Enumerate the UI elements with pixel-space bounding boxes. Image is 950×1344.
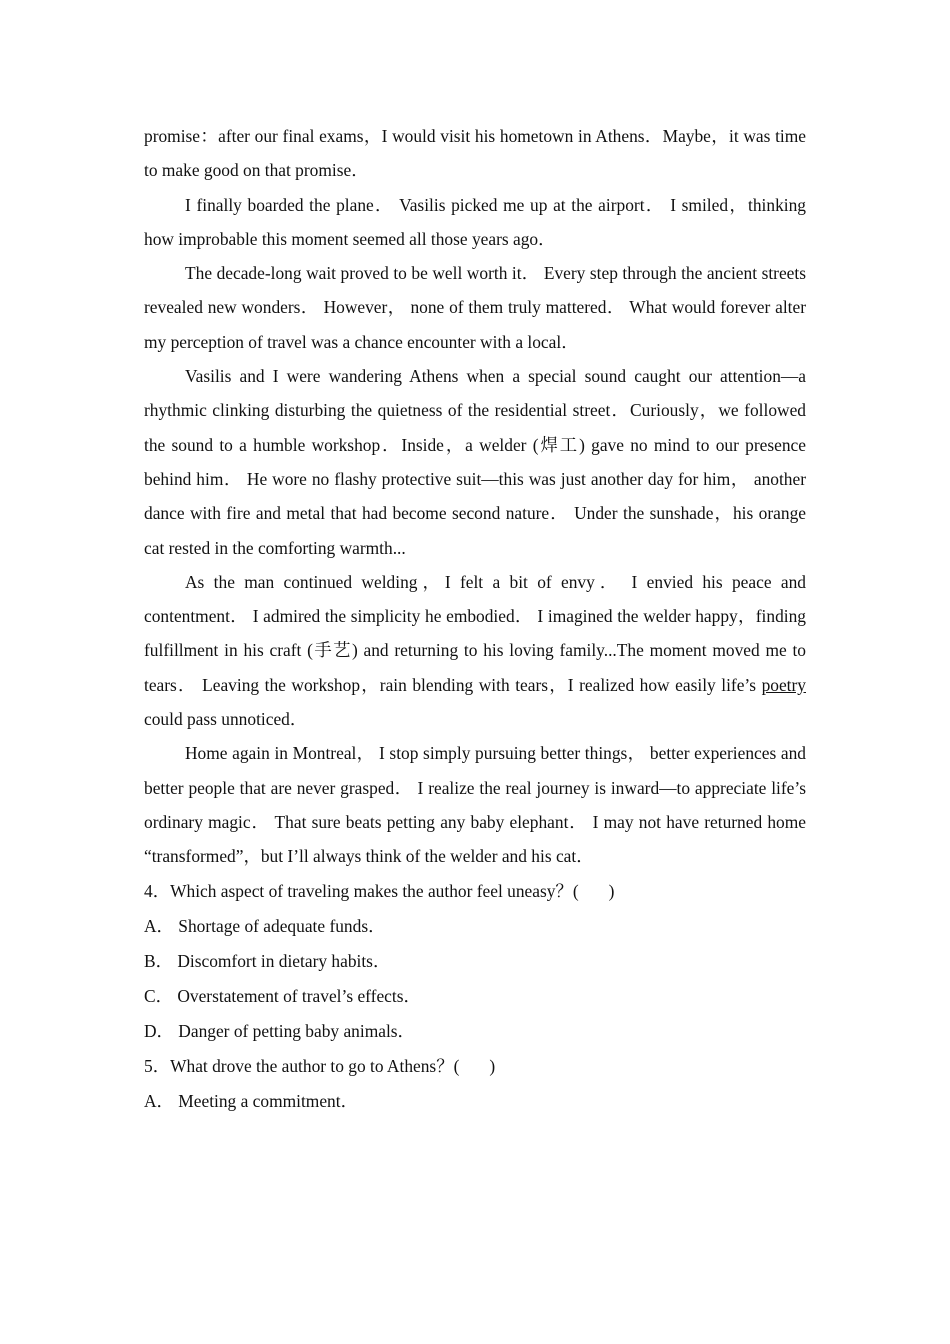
question-5-stem — [144, 1049, 806, 1084]
paragraph-promise: promise：after our final exams，I would visit his hometown in Athens．Maybe，it was time to make good on that promise． — [144, 126, 806, 181]
question-4-option-b: B． Discomfort in dietary habits． — [144, 950, 391, 971]
paragraph-envy-text: As the man continued welding，I felt a bit of envy． I envied his peace and contentment． I admired the simplicity he embodied． I imagined the welder happy，finding fulfillment in his craft (手艺) and returning to his loving family...The moment moved me to tears． Leaving the workshop，rain blending with tears，I realized how easily life’s — [144, 571, 806, 695]
paragraph-envy-ending: could pass unnoticed． — [144, 709, 308, 730]
underlined-word-poetry: poetry — [761, 674, 806, 695]
paragraph-decade-wait: The decade-long wait proved to be well worth it． Every step through the ancient streets revealed new wonders． However， none of them truly mattered． What would forever alter my perception of travel was a chance encounter with a local． — [144, 263, 806, 352]
question-5-text: 5．What drove the author to go to Athens？( — [144, 1055, 460, 1076]
question-5-option-a: A． Meeting a commitment． — [144, 1090, 358, 1111]
question-4-stem — [144, 874, 806, 909]
question-5-close: ) — [489, 1055, 496, 1076]
question-4-option-a: A． Shortage of adequate funds． — [144, 915, 386, 936]
question-4-option-d: D． Danger of petting baby animals． — [144, 1020, 415, 1041]
paragraph-envy — [144, 565, 806, 736]
question-4-option-c: C． Overstatement of travel’s effects． — [144, 985, 421, 1006]
document-page — [144, 119, 806, 1119]
question-4-text: 4．Which aspect of traveling makes the author feel uneasy？( — [144, 880, 579, 901]
paragraph-boarded-plane: I finally boarded the plane． Vasilis picked me up at the airport． I smiled，thinking how improbable this moment seemed all those years ago． — [144, 194, 806, 249]
question-4-close: ) — [608, 880, 615, 901]
paragraph-welder-workshop: Vasilis and I were wandering Athens when a special sound caught our attention—a rhythmic clinking disturbing the quietness of the residential street．Curiously，we followed the sound to a humble workshop．Inside，a welder (焊工) gave no mind to our presence behind him． He wore no flashy protective suit—this was just another day for him， another dance with fire and metal that had become second nature． Under the sunshade，his orange cat rested in the comforting warmth... — [144, 366, 806, 558]
paragraph-home-again: Home again in Montreal， I stop simply pursuing better things， better experiences and better people that are never grasped． I realize the real journey is inward—to appreciate life’s ordinary magic． That sure beats petting any baby elephant． I may not have returned home “transformed”，but I’ll always think of the welder and his cat． — [144, 743, 806, 867]
